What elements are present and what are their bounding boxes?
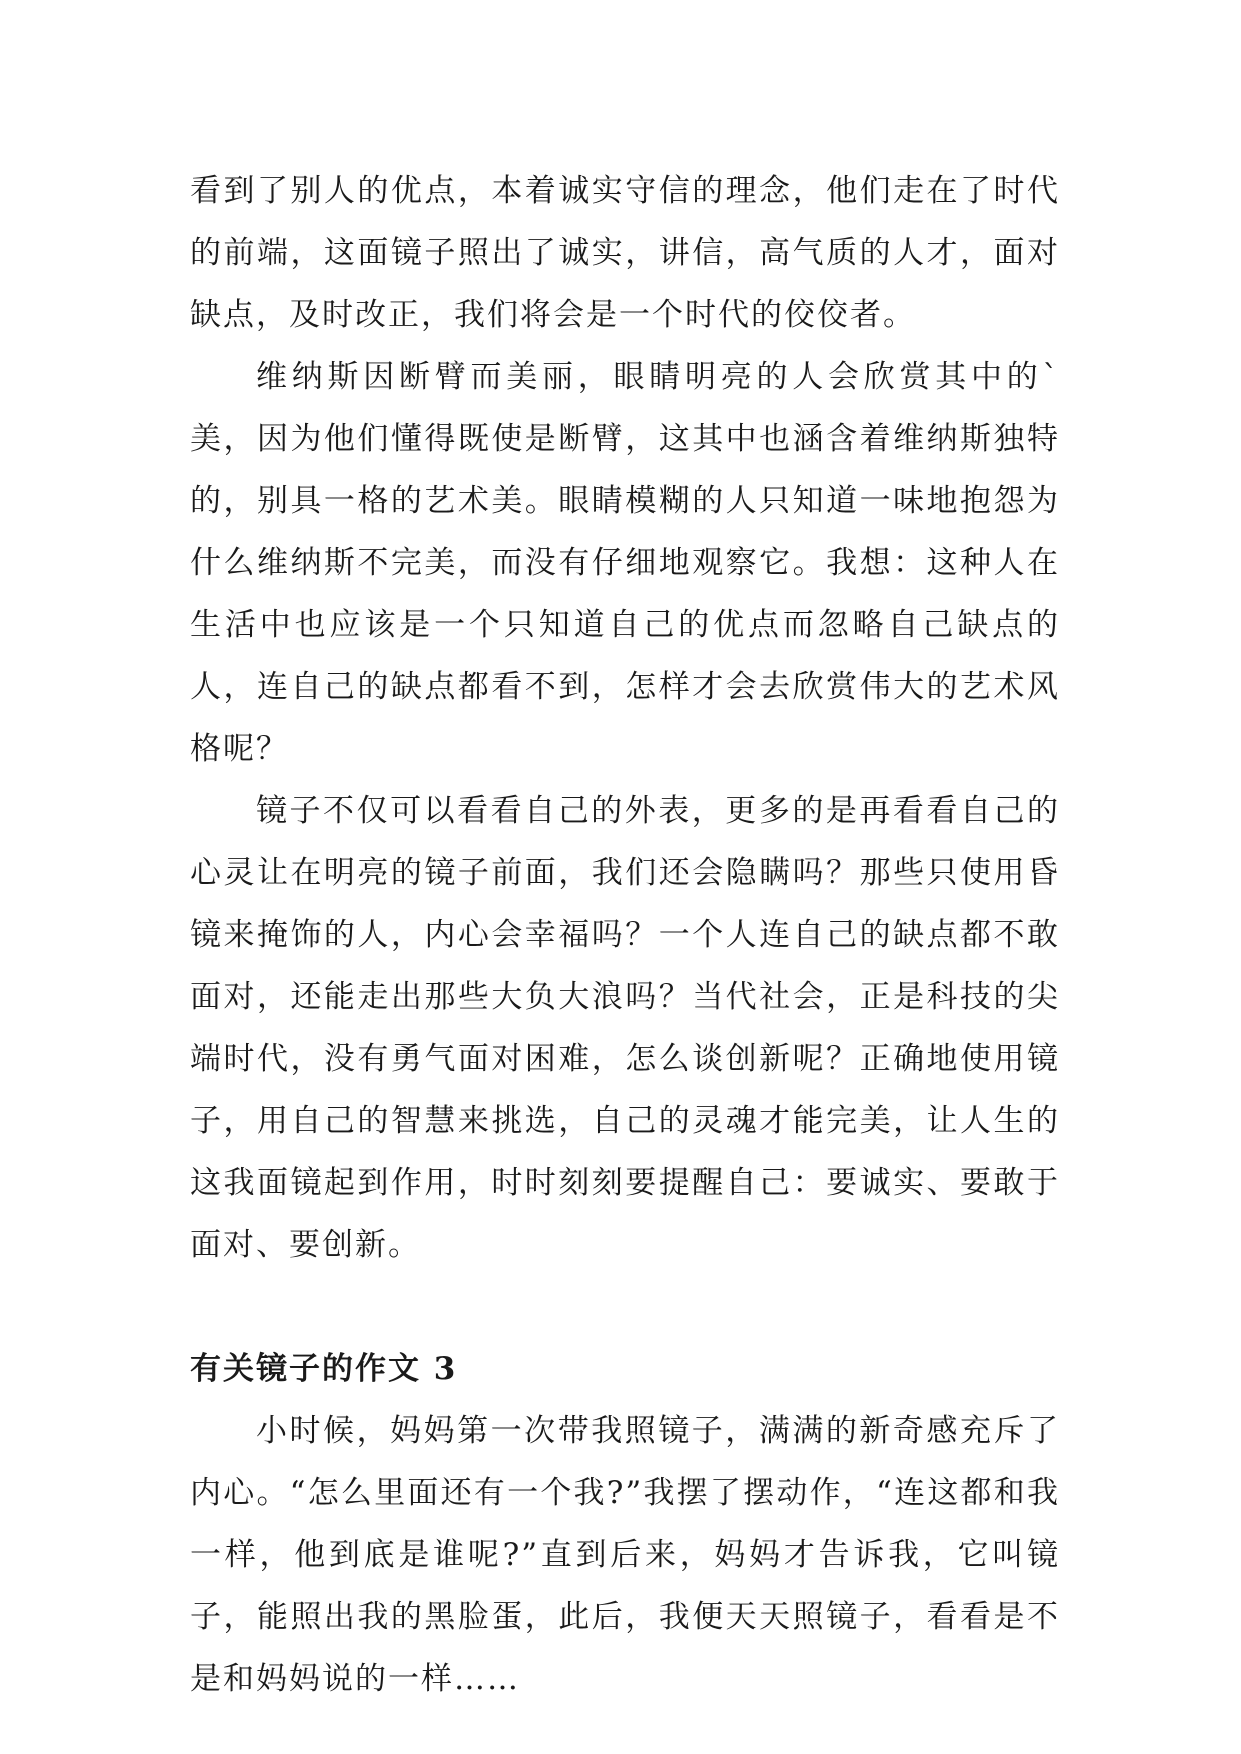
text-column: [190, 160, 1060, 1710]
paragraph-1: 看到了别人的优点，本着诚实守信的理念，他们走在了时代的前端，这面镜子照出了诚实，讲信，高气质的人才，面对缺点，及时改正，我们将会是一个时代的佼佼者。: [190, 173, 1060, 333]
paragraph-2: 维纳斯因断臂而美丽，眼睛明亮的人会欣赏其中的`美，因为他们懂得既使是断臂，这其中也涵含着维纳斯独特的，别具一格的艺术美。眼睛模糊的人只知道一味地抱怨为什么维纳斯不完美，而没有仔细地观察它。我想：这种人在生活中也应该是一个只知道自己的优点而忽略自己缺点的人，连自己的缺点都看不到，怎样才会去欣赏伟大的艺术风格呢？: [190, 359, 1060, 767]
paragraph-3: 镜子不仅可以看看自己的外表，更多的是再看看自己的心灵让在明亮的镜子前面，我们还会隐瞒吗？那些只使用昏镜来掩饰的人，内心会幸福吗？一个人连自己的缺点都不敢面对，还能走出那些大负大浪吗？当代社会，正是科技的尖端时代，没有勇气面对困难，怎么谈创新呢？正确地使用镜子，用自己的智慧来挑选，自己的灵魂才能完美，让人生的这我面镜起到作用，时时刻刻要提醒自己：要诚实、要敢于面对、要创新。: [190, 793, 1060, 1263]
paragraph-4: 小时候，妈妈第一次带我照镜子，满满的新奇感充斥了内心。“怎么里面还有一个我?”我摆了摆动作，“连这都和我一样，他到底是谁呢?”直到后来，妈妈才告诉我，它叫镜子，能照出我的黑脸蛋，此后，我便天天照镜子，看看是不是和妈妈说的一样……: [190, 1413, 1060, 1697]
section-title: 有关镜子的作文 3: [190, 1351, 458, 1387]
